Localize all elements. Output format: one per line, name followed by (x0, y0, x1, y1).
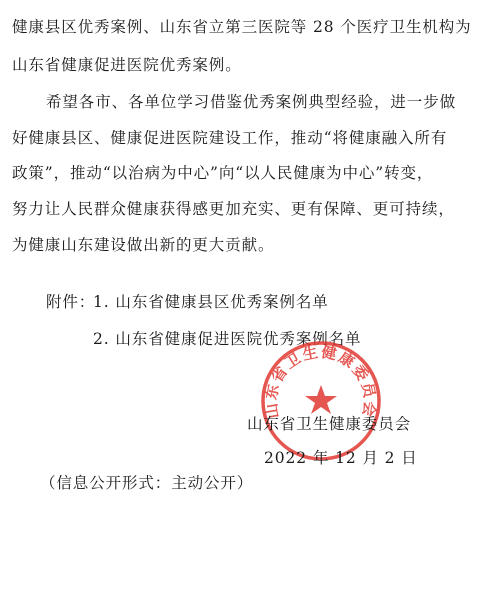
disclosure-note: （信息公开形式：主动公开） (40, 474, 254, 492)
attachment-item-2: 2. 山东省健康促进医院优秀案例名单 (93, 330, 362, 348)
signature-organization: 山东省卫生健康委员会 (247, 415, 412, 433)
paragraph1-line-2: 山东省健康促进医院优秀案例。 (12, 56, 242, 74)
paragraph1-line-1: 健康县区优秀案例、山东省立第三医院等 28 个医疗卫生机构为 (12, 18, 472, 36)
paragraph2-line-5: 为健康山东建设做出新的更大贡献。 (12, 236, 275, 254)
paragraph2-line-2: 好健康县区、健康促进医院建设工作，推动“将健康融入所有 (12, 129, 448, 147)
paragraph2-line-4: 努力让人民群众健康获得感更加充实、更有保障、更可持续， (12, 200, 455, 218)
svg-text:山东省卫生健康委员会 (262, 343, 379, 420)
signature-date: 2022 年 12 月 2 日 (264, 449, 418, 467)
seal-text: 山东省卫生健康委员会 (261, 342, 380, 420)
paragraph2-line-3: 政策”，推动“以治病为中心”向“以人民健康为中心”转变， (12, 164, 434, 182)
attachments-label: 附件： (46, 293, 96, 311)
attachment-item-1: 1. 山东省健康县区优秀案例名单 (93, 293, 329, 311)
paragraph2-line-1: 希望各市、各单位学习借鉴优秀案例典型经验，进一步做 (46, 93, 457, 111)
